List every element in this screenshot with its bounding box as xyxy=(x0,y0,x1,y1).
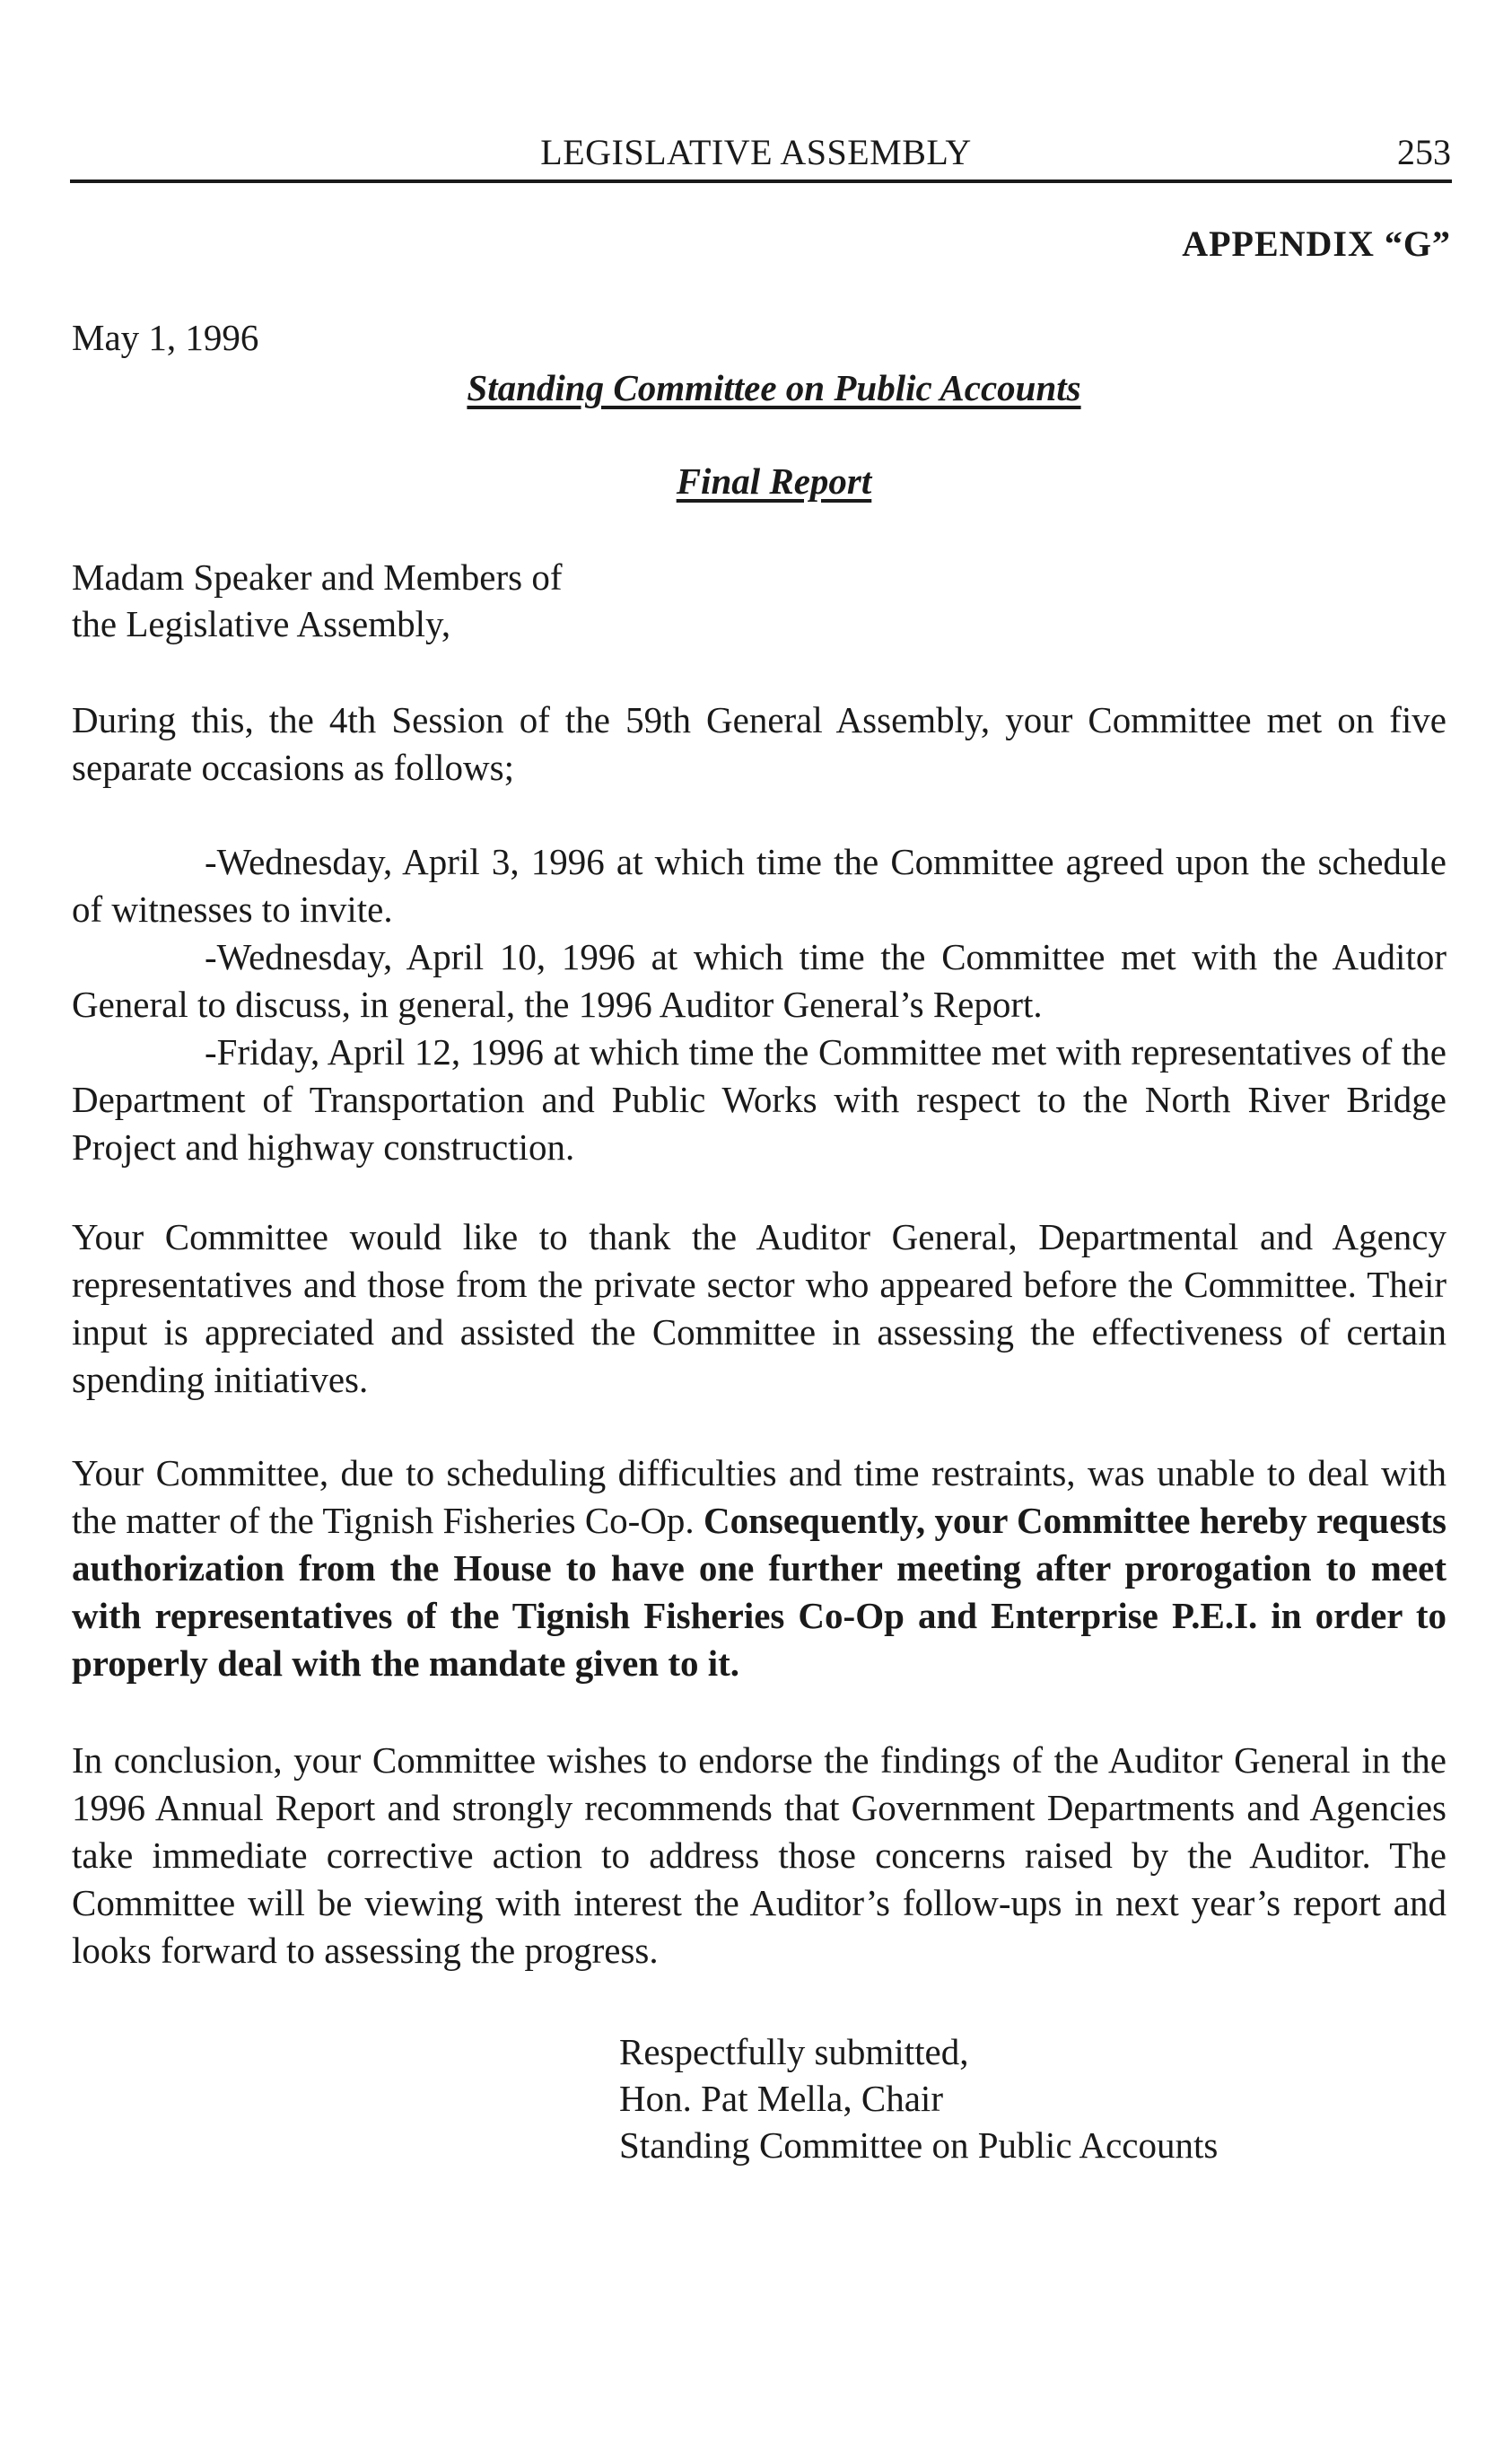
thanks-paragraph xyxy=(72,1213,1446,1404)
header-divider xyxy=(70,180,1452,183)
meeting-item: -Wednesday, April 10, 1996 at which time the Committee met with the Auditor General to discuss, in general, the 1996 Auditor General’s Report. xyxy=(72,936,1446,1025)
request-plain-text: Your Committee, due to scheduling difficulties and time restraints, was unable to deal with the matter of the Tignish Fisheries Co-Op. xyxy=(72,1452,1446,1541)
committee-title: Standing Committee on Public Accounts xyxy=(467,367,1081,408)
salutation-line-1: Madam Speaker and Members of xyxy=(72,556,563,598)
conclusion-text: In conclusion, your Committee wishes to endorse the findings of the Auditor General in the 1996 Annual Report and strongly recommends that Government Departments and Agencies take immediate corrective action to address those concerns raised by the Auditor. The Committee will be viewing with interest the Auditor’s follow-ups in next year’s report and looks forward to assessing the progress. xyxy=(72,1739,1446,1971)
report-title: Final Report xyxy=(676,460,872,502)
request-paragraph xyxy=(72,1449,1446,1687)
running-header-title: LEGISLATIVE ASSEMBLY xyxy=(540,132,972,172)
report-date: May 1, 1996 xyxy=(72,317,259,358)
thanks-text: Your Committee would like to thank the Auditor General, Departmental and Agency representatives and those from the private sector who appeared before the Committee. Their input is appreciated and assisted the Committee in assessing the effectiveness of certain spending initiatives. xyxy=(72,1216,1446,1400)
signature-closing: Respectfully submitted, xyxy=(619,2031,969,2072)
conclusion-paragraph xyxy=(72,1737,1446,1975)
signature-name: Hon. Pat Mella, Chair xyxy=(619,2078,943,2119)
request-text xyxy=(72,1449,1446,1687)
request-bold-text: Consequently, your Committee hereby requests authorization from the House to have one further meeting after prorogation to meet with representatives of the Tignish Fisheries Co-Op and Enterprise P.E.I. in order to properly deal with the mandate given to it. xyxy=(72,1500,1447,1684)
meeting-item: -Friday, April 12, 1996 at which time the Committee met with representatives of the Department of Transportation and Public Works with respect to the North River Bridge Project and highway construction. xyxy=(72,1031,1446,1168)
appendix-label: APPENDIX “G” xyxy=(1182,223,1451,264)
salutation-line-2: the Legislative Assembly, xyxy=(72,603,451,644)
signature-committee: Standing Committee on Public Accounts xyxy=(619,2124,1219,2166)
intro-text: During this, the 4th Session of the 59th General Assembly, your Committee met on five separate occasions as follows; xyxy=(72,699,1446,788)
meetings-list xyxy=(72,838,1446,1171)
salutation xyxy=(72,554,563,647)
page-number: 253 xyxy=(1397,132,1451,172)
meeting-item: -Wednesday, April 3, 1996 at which time the Committee agreed upon the schedule of witnesses to invite. xyxy=(72,841,1446,930)
intro-paragraph xyxy=(72,696,1446,792)
signature-block xyxy=(619,2028,1218,2168)
